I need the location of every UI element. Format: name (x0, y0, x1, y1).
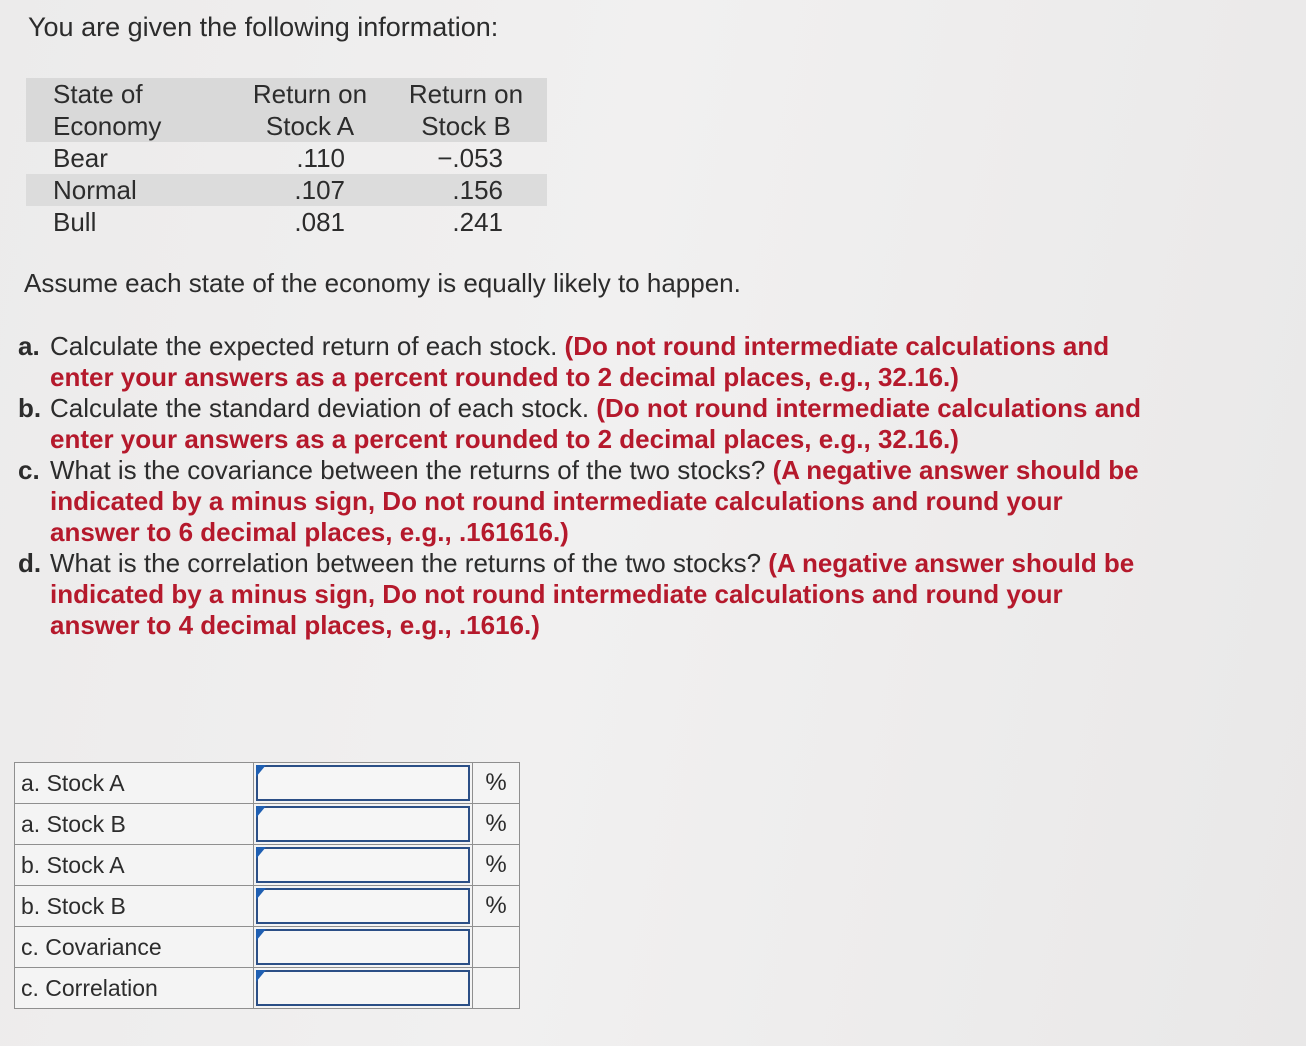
expected-return-b-input[interactable] (256, 806, 470, 842)
answer-input-cell (254, 886, 473, 927)
input-marker-icon (256, 806, 266, 818)
question-text: Calculate the standard deviation of each stock. (50, 393, 590, 423)
answer-input-cell (254, 927, 473, 968)
answer-input-cell (254, 804, 473, 845)
stock-b-return-cell: .156 (385, 174, 547, 206)
header-stock-a-line2: Stock A (235, 110, 385, 142)
stock-a-return-cell: .107 (235, 174, 385, 206)
question-letter: d. (18, 548, 42, 578)
question-text: What is the correlation between the returns of the two stocks? (50, 548, 762, 578)
answer-row-covariance (15, 927, 520, 968)
question-item-a (18, 331, 1158, 393)
stock-a-return-cell: .081 (294, 207, 345, 237)
unit-cell (473, 968, 520, 1009)
assumption-text: Assume each state of the economy is equally likely to happen. (24, 268, 741, 298)
question-letter: b. (18, 393, 42, 423)
header-stock-b-line1: Return on (385, 78, 547, 110)
question-item-c (18, 455, 1158, 548)
std-dev-b-input[interactable] (256, 888, 470, 924)
input-marker-icon (256, 970, 266, 982)
state-cell: Bear (53, 143, 108, 173)
question-instruction: (Do not round intermediate calculations and enter your answers as a percent rounded to 2 decimal places, e.g., 32.16.) (50, 393, 1141, 454)
stock-a-return-cell: .110 (296, 143, 345, 173)
header-state-line2: Economy (26, 110, 235, 142)
percent-unit: % (473, 763, 520, 804)
stock-b-return-cell: −.053 (437, 143, 503, 173)
input-marker-icon (256, 765, 266, 777)
returns-table-header-row-1 (26, 78, 547, 110)
intro-text: You are given the following information: (28, 12, 499, 42)
covariance-input[interactable] (256, 929, 470, 965)
answer-row-std-dev-a (15, 845, 520, 886)
header-stock-b-line2: Stock B (385, 110, 547, 142)
answer-input-cell (254, 845, 473, 886)
answer-label: c. Covariance (15, 927, 254, 968)
input-marker-icon (256, 888, 266, 900)
header-stock-a-line1: Return on (235, 78, 385, 110)
answer-table (14, 762, 520, 1009)
answer-input-cell (254, 968, 473, 1009)
input-marker-icon (256, 847, 266, 859)
percent-unit: % (473, 845, 520, 886)
answer-label: a. Stock A (15, 763, 254, 804)
answer-label: b. Stock A (15, 845, 254, 886)
answer-label: b. Stock B (15, 886, 254, 927)
answer-input-cell (254, 763, 473, 804)
table-row (26, 174, 547, 206)
answer-label: c. Correlation (15, 968, 254, 1009)
answer-label: a. Stock B (15, 804, 254, 845)
question-text: What is the covariance between the returns of the two stocks? (50, 455, 766, 485)
answer-row-std-dev-b (15, 886, 520, 927)
correlation-input[interactable] (256, 970, 470, 1006)
question-item-b (18, 393, 1158, 455)
question-letter: a. (18, 331, 40, 361)
percent-unit: % (473, 886, 520, 927)
question-item-d (18, 548, 1158, 641)
table-row (26, 206, 547, 238)
answer-row-correlation (15, 968, 520, 1009)
answer-row-expected-return-b (15, 804, 520, 845)
question-list (18, 331, 1158, 641)
question-instruction: (Do not round intermediate calculations and enter your answers as a percent rounded to 2 decimal places, e.g., 32.16.) (50, 331, 1110, 392)
returns-table-header-row-2 (26, 110, 547, 142)
question-instruction: (A negative answer should be indicated by a minus sign, Do not round intermediate calculations and round your answer to 6 decimal places, e.g., .161616.) (50, 455, 1139, 547)
header-state-line1: State of (26, 78, 235, 110)
question-instruction: (A negative answer should be indicated by a minus sign, Do not round intermediate calculations and round your answer to 4 decimal places, e.g., .1616.) (50, 548, 1135, 640)
stock-b-return-cell: .241 (452, 207, 503, 237)
expected-return-a-input[interactable] (256, 765, 470, 801)
input-marker-icon (256, 929, 266, 941)
returns-table (26, 78, 547, 238)
table-row (26, 142, 547, 174)
question-text: Calculate the expected return of each stock. (50, 331, 558, 361)
std-dev-a-input[interactable] (256, 847, 470, 883)
answer-row-expected-return-a (15, 763, 520, 804)
percent-unit: % (473, 804, 520, 845)
state-cell: Normal (26, 174, 235, 206)
question-letter: c. (18, 455, 40, 485)
unit-cell (473, 927, 520, 968)
state-cell: Bull (53, 207, 97, 237)
